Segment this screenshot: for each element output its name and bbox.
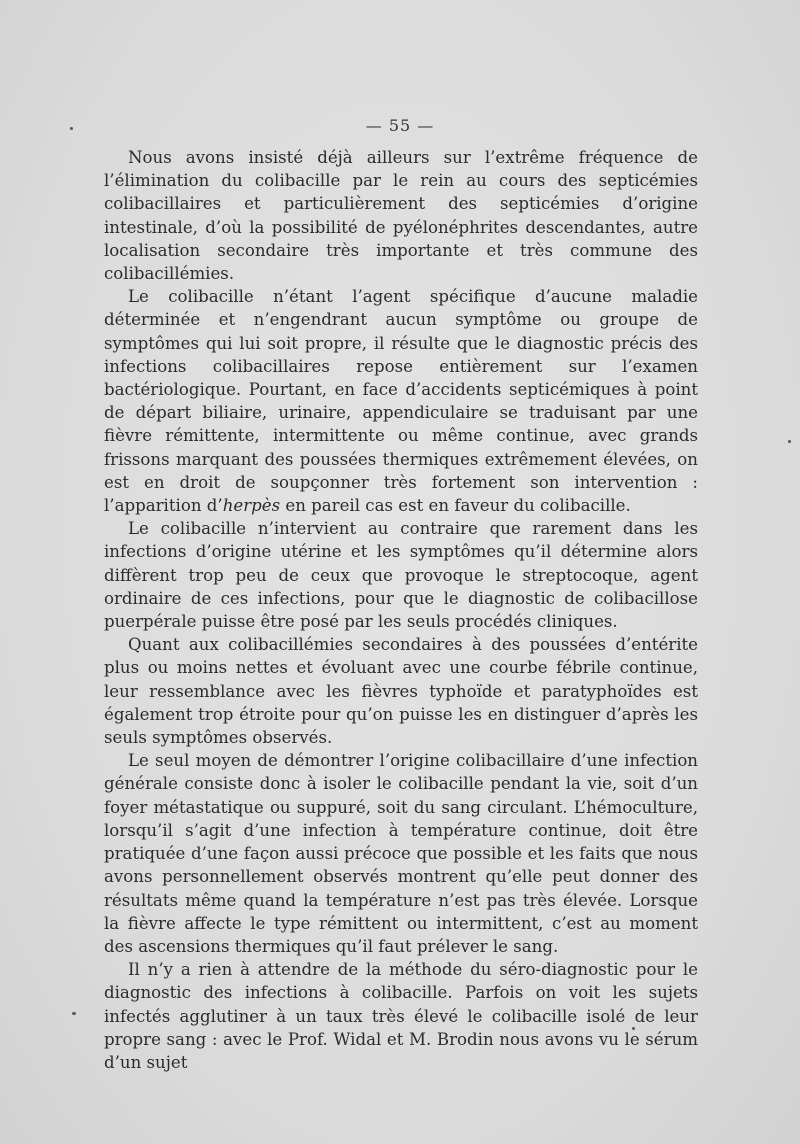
paragraph-text: Il n’y a rien à attendre de la méthode du séro-diagnostic pour le diagnostic des infections à colibacille. Parfois on voit les sujets infectés agglutiner à un taux très élevé le colibacille isolé de leur propre sang : avec le Prof. Widal et M. Brodin nous avons vu le sérum d’un sujet bbox=[104, 960, 698, 1072]
italic-term: herpès bbox=[222, 496, 281, 516]
scan-speck bbox=[72, 1012, 76, 1015]
paragraph-4 bbox=[104, 633, 698, 749]
paragraph-text: Le seul moyen de démontrer l’origine colibacillaire d’une infection générale consiste donc à isoler le colibacille pendant la vie, soit d’un foyer métastatique ou suppuré, soit du sang circulant. L’hémoculture, lorsqu’il s’agit d’une infection à température continue, doit être pratiquée d’une façon aussi précoce que possible et les faits que nous avons personnellement observés montrent qu’elle peut donner des résultats même quand la température n’est pas très élevée. Lorsque la fièvre affecte le type rémittent ou intermittent, c’est au moment des ascensions thermiques qu’il faut prélever le sang. bbox=[104, 751, 698, 956]
paragraph-5 bbox=[104, 749, 698, 958]
paragraph-2 bbox=[104, 285, 698, 517]
paragraph-text: Le colibacille n’étant l’agent spécifique d’aucune maladie déterminée et n’engendrant aucun symptôme ou groupe de symptômes qui lui soit propre, il résulte que le diagnostic précis des infections colibacillaires repose entièrement sur l’examen bactériologique. Pourtant, en face d’accidents septicémiques à point de départ biliaire, urinaire, appendiculaire se traduisant par une fièvre rémittente, intermittente ou même continue, avec grands frissons marquant des poussées thermiques extrêmement élevées, on est en droit de soupçonner très fortement son intervention : l’apparition d’ bbox=[104, 287, 698, 516]
paragraph-3 bbox=[104, 517, 698, 633]
scan-speck bbox=[632, 1027, 635, 1030]
paragraph-text-continued: en pareil cas est en faveur du colibacille. bbox=[280, 496, 631, 516]
paragraph-text: Nous avons insisté déjà ailleurs sur l’extrême fréquence de l’élimination du colibacille par le rein au cours des septicémies colibacillaires et particulièrement des septicémies d’origine intestinale, d’où la possibilité de pyélonéphrites descendantes, autre localisation secondaire très importante et très commune des colibacillémies. bbox=[104, 148, 698, 284]
page-number: — 55 — bbox=[365, 116, 435, 135]
body-text bbox=[104, 146, 698, 1074]
paragraph-6 bbox=[104, 958, 698, 1074]
scan-speck bbox=[70, 127, 73, 130]
paragraph-text: Le colibacille n’intervient au contraire que rarement dans les infections d’origine utérine et les symptômes qu’il détermine alors diffèrent trop peu de ceux que provoque le streptocoque, agent ordinaire de ces infections, pour que le diagnostic de colibacillose puerpérale puisse être posé par les seuls procédés cliniques. bbox=[104, 519, 698, 632]
paragraph-1 bbox=[104, 146, 698, 285]
paragraph-text: Quant aux colibacillémies secondaires à des poussées d’entérite plus ou moins nettes et évoluant avec une courbe fébrile continue, leur ressemblance avec les fièvres typhoïde et paratyphoïdes est également trop étroite pour qu’on puisse les en distinguer d’après les seuls symptômes observés. bbox=[104, 635, 698, 748]
scan-speck bbox=[788, 440, 791, 443]
